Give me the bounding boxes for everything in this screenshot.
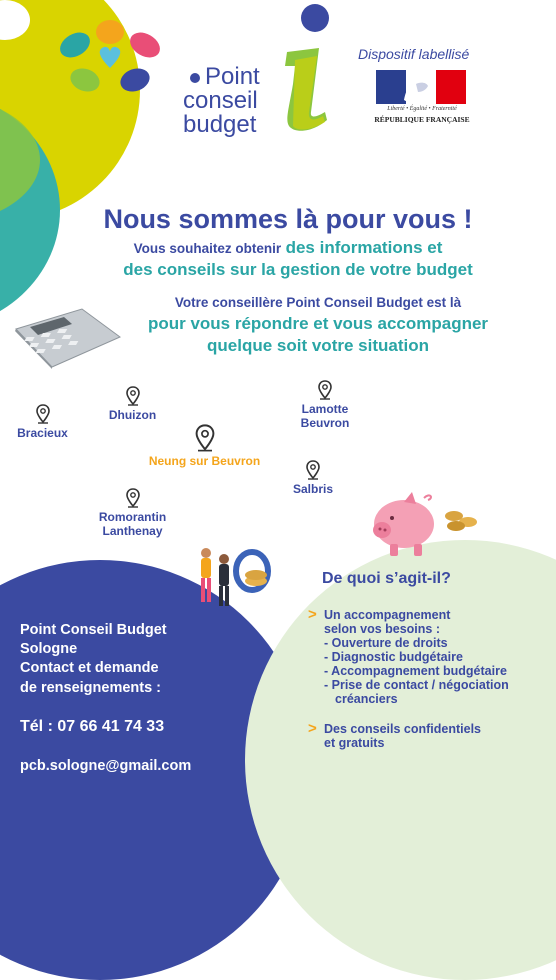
contact-line-1: Point Conseil Budget bbox=[20, 622, 167, 638]
map-pin-icon bbox=[126, 488, 140, 508]
republique-name: RÉPUBLIQUE FRANÇAISE bbox=[374, 115, 470, 124]
town-salbris-label: Salbris bbox=[292, 482, 334, 496]
intro-line-4: pour vous répondre et vous accompagner bbox=[147, 314, 489, 333]
intro-line-1-teal: des informations et bbox=[285, 238, 443, 257]
intro-line-3: Votre conseillère Point Conseil Budget est là bbox=[174, 295, 462, 310]
town-bracieux bbox=[10, 404, 75, 440]
town-dhuizon bbox=[100, 386, 165, 422]
service-item-3: - Accompagnement budgétaire bbox=[324, 664, 507, 678]
contact-email[interactable]: pcb.sologne@gmail.com bbox=[20, 758, 192, 774]
town-bracieux-label: Bracieux bbox=[17, 426, 68, 440]
map-pin-icon bbox=[126, 386, 140, 406]
info-i-icon bbox=[275, 0, 350, 140]
logo-word-budget: budget bbox=[183, 111, 257, 138]
town-neung-label: Neung sur Beuvron bbox=[148, 454, 261, 468]
calculator-icon bbox=[12, 307, 122, 369]
town-romorantin-lanthenay bbox=[90, 488, 175, 538]
town-romorantin-label-1: Romorantin bbox=[98, 510, 167, 524]
town-romorantin-label-2: Lanthenay bbox=[102, 524, 163, 538]
town-lamotte-beuvron bbox=[290, 380, 360, 430]
marianne-flag-icon bbox=[376, 70, 466, 104]
map-pin-icon bbox=[318, 380, 332, 400]
contact-line-3: Contact et demande bbox=[20, 660, 159, 676]
logo-dot-icon bbox=[190, 73, 200, 83]
intro-line-2: des conseils sur la gestion de votre budget bbox=[123, 260, 473, 279]
services-block-1 bbox=[308, 608, 548, 706]
service-item-2: - Diagnostic budgétaire bbox=[324, 650, 463, 664]
services-block-1-line-1: Un accompagnement bbox=[324, 608, 451, 622]
people-coins-icon bbox=[192, 545, 274, 610]
services-block-2-line-1: Des conseils confidentiels bbox=[324, 722, 481, 736]
page-title: Nous sommes là pour vous ! bbox=[103, 204, 473, 234]
contact-line-2: Sologne bbox=[20, 641, 78, 657]
town-dhuizon-label: Dhuizon bbox=[108, 408, 157, 422]
town-lamotte-label-1: Lamotte bbox=[301, 402, 349, 416]
contact-line-4: de renseignements : bbox=[20, 680, 162, 696]
services-list bbox=[308, 608, 548, 762]
town-salbris bbox=[283, 460, 343, 496]
dispositif-label: Dispositif labellisé bbox=[358, 46, 470, 62]
town-neung-sur-beuvron bbox=[132, 424, 277, 468]
logo-word-conseil: conseil bbox=[183, 87, 258, 114]
chevron-right-icon: > bbox=[308, 606, 317, 623]
map-pin-icon bbox=[306, 460, 320, 480]
service-item-4-cont: créanciers bbox=[335, 692, 398, 706]
chevron-right-icon: > bbox=[308, 720, 317, 737]
town-lamotte-label-2: Beuvron bbox=[300, 416, 350, 430]
services-title: De quoi s’agit-il? bbox=[322, 570, 451, 587]
map-pin-icon bbox=[195, 424, 215, 452]
services-block-2-line-2: et gratuits bbox=[324, 736, 385, 750]
map-pin-icon bbox=[36, 404, 50, 424]
service-item-1: - Ouverture de droits bbox=[324, 636, 448, 650]
hands-heart-icon bbox=[50, 10, 170, 105]
logo-word-point: Point bbox=[205, 63, 260, 90]
intro-line-1-blue: Vous souhaitez obtenir bbox=[133, 241, 282, 256]
contact-phone[interactable]: Tél : 07 66 41 74 33 bbox=[20, 718, 165, 735]
intro-line-5: quelque soit votre situation bbox=[207, 336, 429, 355]
services-block-2 bbox=[308, 722, 548, 750]
services-block-1-line-2: selon vos besoins : bbox=[324, 622, 441, 636]
republique-motto: Liberté • Égalité • Fraternité bbox=[387, 106, 457, 112]
intro-line-1 bbox=[10, 238, 556, 258]
service-item-4: - Prise de contact / négociation bbox=[324, 678, 509, 692]
piggy-bank-icon bbox=[370, 488, 485, 560]
